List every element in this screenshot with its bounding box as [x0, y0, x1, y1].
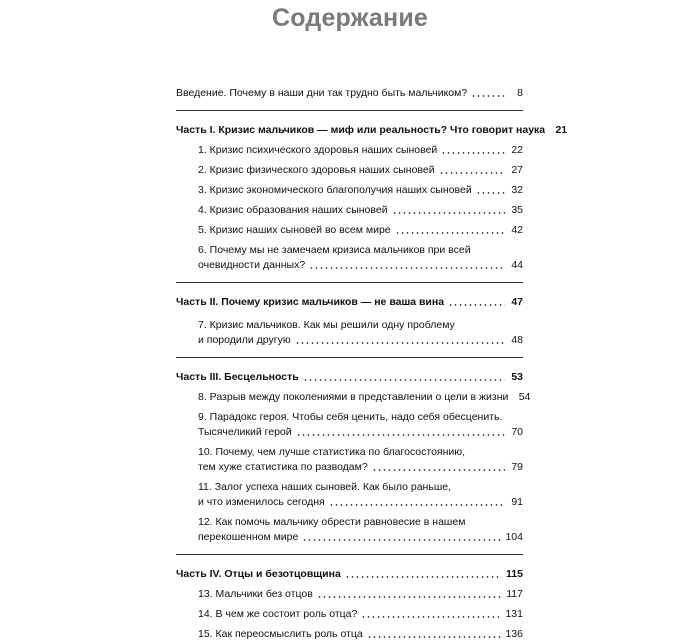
section-divider	[176, 554, 523, 555]
page-number: 35	[511, 204, 523, 216]
page-number: 48	[511, 334, 523, 346]
toc-part-3	[176, 370, 523, 385]
toc-entry-text: Введение. Почему в наши дни так трудно быть мальчиком?	[176, 87, 468, 99]
toc-chapter-8	[198, 390, 531, 405]
page-number: 136	[505, 628, 523, 640]
table-of-contents	[176, 80, 568, 642]
toc-chapter-9	[198, 410, 523, 440]
toc-chapter-7	[198, 318, 523, 348]
toc-entry-text: Часть II. Почему кризис мальчиков — не ваша вина	[176, 296, 445, 308]
page-number: 44	[511, 259, 523, 271]
toc-chapter-2	[198, 163, 523, 178]
toc-chapter-3	[198, 183, 523, 198]
toc-entry-text: 13. Мальчики без отцов	[198, 588, 313, 600]
page-number: 32	[511, 184, 523, 196]
toc-entry-text: Часть I. Кризис мальчиков — миф или реальность? Что говорит наука	[176, 124, 546, 136]
page-number: 22	[511, 144, 523, 156]
toc-entry-text-line2: тем хуже статистика по разводам?	[198, 461, 368, 473]
toc-entry-text: 1. Кризис психического здоровья наших сыновей	[198, 144, 438, 156]
page-number: 131	[505, 608, 523, 620]
page-number: 115	[506, 568, 523, 580]
toc-part-2	[176, 295, 523, 310]
toc-entry-text-line2: и породили другую	[198, 334, 291, 346]
toc-entry-text-line1: 6. Почему мы не замечаем кризиса мальчиков при всей	[198, 244, 471, 256]
toc-entry-text-line2: и что изменилось сегодня	[198, 496, 325, 508]
toc-entry-text-line2: перекошенном мире	[198, 531, 299, 543]
toc-chapter-4	[198, 203, 523, 218]
page-number: 27	[511, 164, 523, 176]
section-divider	[176, 357, 523, 358]
toc-entry-text-line1: 12. Как помочь мальчику обрести равновесие в нашем	[198, 516, 466, 528]
dot-leader	[345, 575, 502, 579]
dot-leader	[395, 231, 505, 235]
page-title: Содержание	[271, 4, 429, 32]
dot-leader	[372, 468, 505, 472]
toc-chapter-6	[198, 243, 523, 273]
toc-entry-text-line1: 10. Почему, чем лучше статистика по благосостоянию,	[198, 446, 466, 458]
toc-chapter-11	[198, 480, 523, 510]
toc-entry-text: 3. Кризис экономического благополучия наших сыновей	[198, 184, 472, 196]
toc-entry-text: Часть IV. Отцы и безотцовщина	[176, 568, 341, 580]
page-number: 91	[511, 496, 523, 508]
dot-leader	[317, 595, 502, 599]
toc-entry-text: 4. Кризис образования наших сыновей	[198, 204, 388, 216]
toc-chapter-15	[198, 627, 523, 642]
page-number: 70	[511, 426, 523, 438]
dot-leader	[295, 341, 505, 345]
dot-leader	[361, 615, 501, 619]
dot-leader	[392, 211, 505, 215]
toc-entry-text: 15. Как переосмыслить роль отца	[198, 628, 363, 640]
page-number: 53	[511, 371, 523, 383]
toc-entry-text: 2. Кризис физического здоровья наших сыновей	[198, 164, 435, 176]
toc-entry-text-line1: 11. Залог успеха наших сыновей. Как было раньше,	[198, 481, 451, 493]
page-number: 42	[511, 224, 523, 236]
dot-leader	[471, 94, 505, 98]
dot-leader	[367, 635, 502, 639]
dot-leader	[476, 191, 505, 195]
toc-entry-text: 14. В чем же состоит роль отца?	[198, 608, 358, 620]
toc-part-1	[176, 123, 568, 138]
page-number: 8	[517, 87, 523, 99]
toc-entry-intro	[176, 86, 523, 101]
page-number: 54	[518, 391, 531, 403]
toc-chapter-14	[198, 607, 523, 622]
toc-chapter-5	[198, 223, 523, 238]
toc-chapter-1	[198, 143, 523, 158]
section-divider	[176, 110, 523, 111]
page-number: 79	[511, 461, 523, 473]
page-number: 21	[555, 124, 568, 136]
dot-leader	[439, 171, 505, 175]
toc-entry-text-line1: 7. Кризис мальчиков. Как мы решили одну проблему	[198, 319, 455, 331]
toc-entry-text: Часть III. Бесцельность	[176, 371, 299, 383]
toc-entry-text-line2: Тысячеликий герой	[198, 426, 292, 438]
dot-leader	[302, 538, 501, 542]
toc-chapter-10	[198, 445, 523, 475]
toc-entry-text-line1: 9. Парадокс героя. Чтобы себя ценить, надо себя обесценить.	[198, 411, 503, 423]
page-number: 47	[511, 296, 523, 308]
toc-part-4	[176, 567, 523, 582]
page-number: 117	[506, 588, 523, 600]
toc-entry-text: 8. Разрыв между поколениями в представлении о цели в жизни	[198, 391, 509, 403]
dot-leader	[329, 503, 505, 507]
dot-leader	[309, 266, 505, 270]
dot-leader	[448, 303, 505, 307]
toc-entry-text-line2: очевидности данных?	[198, 259, 306, 271]
toc-chapter-12	[198, 515, 523, 545]
section-divider	[176, 282, 523, 283]
dot-leader	[296, 433, 505, 437]
dot-leader	[303, 378, 505, 382]
page-number: 104	[505, 531, 523, 543]
toc-entry-text: 5. Кризис наших сыновей во всем мире	[198, 224, 391, 236]
dot-leader	[441, 151, 505, 155]
